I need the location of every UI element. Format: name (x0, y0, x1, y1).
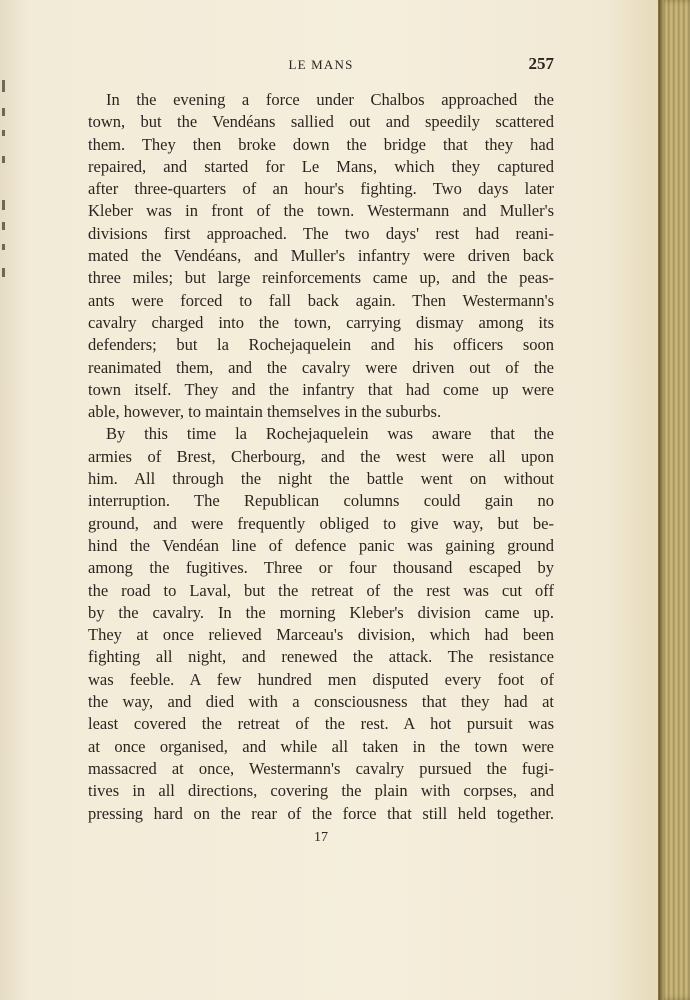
text-line: him. All through the night the battle went on without (88, 469, 554, 489)
signature-mark: 17 (314, 830, 328, 845)
text-line: by the cavalry. In the morning Kleber's division came up. (88, 602, 554, 622)
text-line: among the fugitives. Three or four thousand escaped by (88, 558, 554, 578)
text-line: three miles; but large reinforcements came up, and the peas- (88, 268, 554, 288)
text-line: tives in all directions, covering the plain with corpses, and (88, 781, 554, 801)
text-line: them. They then broke down the bridge that they had (88, 134, 554, 154)
text-line: Kleber was in front of the town. Westermann and Muller's (88, 201, 554, 221)
text-line: ants were forced to fall back again. Then Westermann's (88, 290, 554, 310)
text-line: By this time la Rochejaquelein was aware that the (106, 424, 554, 444)
text-line: cavalry charged into the town, carrying dismay among its (88, 312, 554, 332)
text-line: pressing hard on the rear of the force that still held together. (88, 803, 554, 823)
text-line: massacred at once, Westermann's cavalry pursued the fugi- (88, 758, 554, 778)
text-line: at once organised, and while all taken in the town were (88, 736, 554, 756)
text-line: fighting all night, and renewed the attack. The resistance (88, 647, 554, 667)
text-line: after three-quarters of an hour's fighting. Two days later (88, 179, 554, 199)
text-line: divisions first approached. The two days' rest had reani- (88, 223, 554, 243)
text-line: ground, and were frequently obliged to give way, but be- (88, 513, 554, 533)
text-line: was feeble. A few hundred men disputed every foot of (88, 669, 554, 689)
text-line: hind the Vendéan line of defence panic was gaining ground (88, 535, 554, 555)
text-line: town itself. They and the infantry that had come up were (88, 379, 554, 399)
text-line: least covered the retreat of the rest. A hot pursuit was (88, 714, 554, 734)
text-line: the way, and died with a consciousness that they had at (88, 692, 554, 712)
page-header (88, 54, 554, 78)
body-text (88, 89, 554, 825)
text-line: town, but the Vendéans sallied out and speedily scattered (88, 112, 554, 132)
text-line: repaired, and started for Le Mans, which they captured (88, 156, 554, 176)
text-line: the road to Laval, but the retreat of the rest was cut off (88, 580, 554, 600)
page-edge-shadow (659, 0, 664, 1000)
text-line: interruption. The Republican columns could gain no (88, 491, 554, 511)
gutter-bleed-marks (0, 60, 14, 320)
text-line: They at once relieved Marceau's division, which had been (88, 625, 554, 645)
text-line: In the evening a force under Chalbos approached the (106, 90, 554, 109)
text-line: reanimated them, and the cavalry were driven out of the (88, 357, 554, 377)
running-head: LE MANS (288, 57, 354, 72)
text-line: defenders; but la Rochejaquelein and his officers soon (88, 335, 554, 355)
text-line: mated the Vendéans, and Muller's infantry were driven back (88, 246, 554, 266)
text-line: armies of Brest, Cherbourg, and the west were all upon (88, 446, 554, 466)
text-line: able, however, to maintain themselves in the suburbs. (88, 402, 442, 422)
page-number: 257 (528, 54, 554, 73)
